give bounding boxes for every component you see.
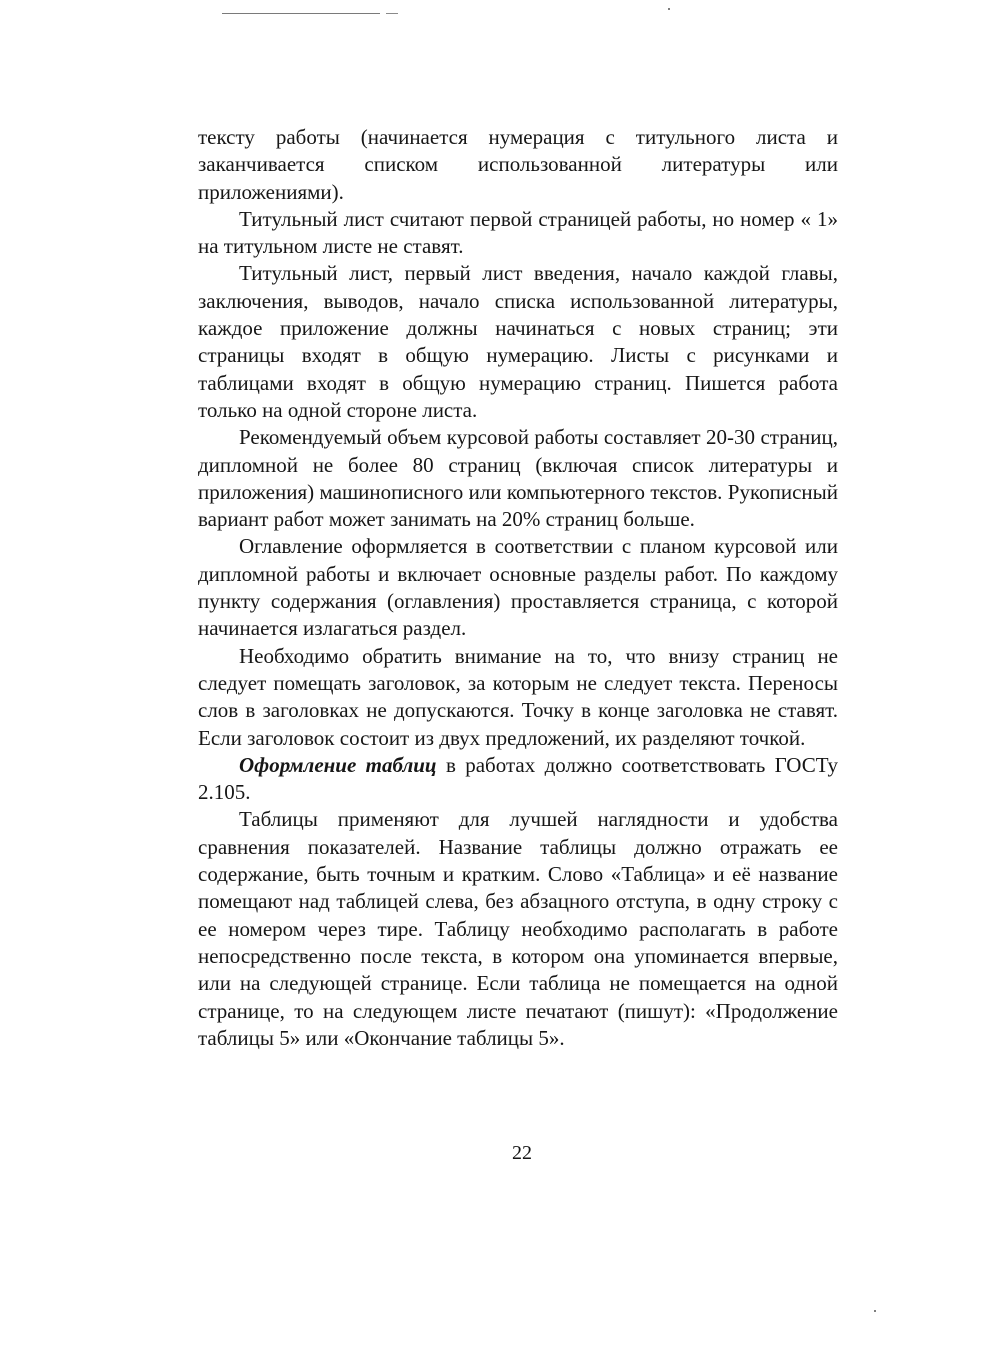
top-scan-rule — [222, 13, 380, 14]
top-scan-rule-fragment — [386, 13, 398, 14]
paragraph-volume: Рекомендуемый объем курсовой работы составляет 20-30 страниц, дипломной не более 80 страниц (включая список литературы и приложения) машинописного или компьютерного текстов. Рукописный вариант работ может занимать на 20% страниц больше. — [198, 425, 838, 532]
paragraph-tables-rules: Таблицы применяют для лучшей наглядности и удобства сравнения показателей. Название таблицы должно отражать ее содержание, быть точным и кратким. Слово «Таблица» и её название помещают над таблицей слева, без абзацного отступа, в одну строку с ее номером через тире. Таблицу необходимо располагать в работе непосредственно после текста, в котором она упоминается впервые, или на следующей странице. Если таблица не помещается на одной странице, то на следующем листе печатают (пишут): «Продолжение таблицы 5» или «Окончание таблицы 5». — [198, 807, 838, 1050]
paragraph-contents: Оглавление оформляется в соответствии с планом курсовой или дипломной работы и включает основные разделы работ. По каждому пункту содержания (оглавления) проставляется страница, с которой начинается излагаться раздел. — [198, 534, 838, 641]
scan-speck — [668, 8, 670, 10]
tables-heading-term: Оформление таблиц — [239, 752, 437, 777]
paragraph-tables-standard — [198, 752, 838, 807]
paragraph-headings: Необходимо обратить внимание на то, что внизу страниц не следует помещать заголовок, за которым не следует текста. Переносы слов в заголовках не допускаются. Точку в конце заголовка не ставят. Если заголовок состоит из двух предложений, их разделяют точкой. — [198, 643, 838, 750]
paragraph-continuation: тексту работы (начинается нумерация с титульного листа и заканчивается списком использованной литературы или приложениями). — [198, 125, 838, 204]
page-number: 22 — [512, 1142, 532, 1164]
page-body — [198, 124, 838, 1052]
paragraph-title-page: Титульный лист считают первой страницей работы, но номер « 1» на титульном листе не ставят. — [198, 206, 838, 259]
tables-standard-text: в работах должно соответствовать ГОСТу 2.105. — [198, 752, 838, 805]
paragraph-new-pages: Титульный лист, первый лист введения, начало каждой главы, заключения, выводов, начало списка использованной литературы, каждое приложение должны начинаться с новых страниц; эти страницы входят в общую нумерацию. Листы с рисунками и таблицами входят в общую нумерацию страниц. Пишется работа только на одной стороне листа. — [198, 261, 838, 422]
scan-speck — [874, 1310, 876, 1312]
